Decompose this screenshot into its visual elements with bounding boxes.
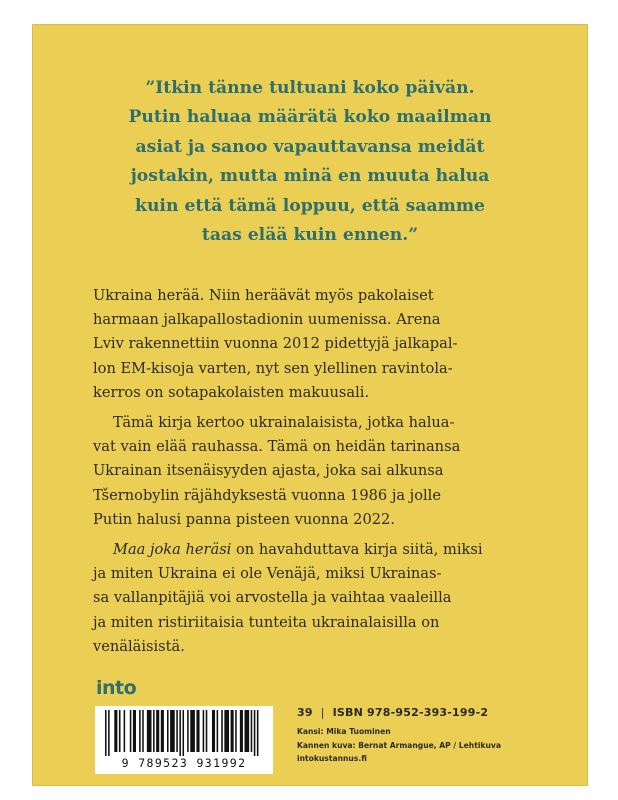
barcode-bar	[245, 710, 250, 752]
text-line: harmaan jalkapallostadionin uumenissa. Arena	[93, 311, 441, 329]
text-line: vat vain elää rauhassa. Tämä on heidän tarinansa	[93, 438, 461, 456]
barcode-bar	[133, 710, 136, 752]
text-line: sa vallanpitäjiä voi arvostella ja vaihtaa vaaleilla	[93, 589, 452, 607]
barcode-bar	[221, 710, 223, 752]
text-line: Putin halusi panna pisteen vuonna 2022.	[93, 510, 395, 528]
paragraph-2	[93, 411, 531, 532]
barcode-bar	[257, 710, 259, 756]
barcode-bar	[190, 710, 195, 752]
barcode-bar	[114, 710, 117, 752]
paragraph-1	[93, 284, 531, 405]
text-line: ja miten ristiriitaisia tunteita ukrainalaisilla on	[93, 613, 440, 631]
barcode-bar	[108, 710, 110, 756]
quote-line: Putin haluaa määrätä koko maailman	[128, 107, 492, 128]
text-line: Lviv rakennettiin vuonna 2012 pidettyjä jalkapal-	[93, 335, 458, 353]
barcode-bar	[217, 710, 219, 752]
barcode-number: 9 789523 931992	[121, 756, 247, 770]
barcode-bar	[235, 710, 237, 752]
cover-credit: Kansi: Mika Tuominen	[297, 727, 391, 736]
text-line	[93, 538, 531, 562]
barcode-bar	[212, 710, 215, 752]
barcode-bar	[170, 710, 175, 752]
separator: |	[320, 706, 325, 719]
barcode-bar	[196, 710, 199, 752]
publication-info	[297, 706, 501, 766]
publisher-logo: into	[96, 677, 137, 699]
barcode-bar	[147, 710, 152, 752]
isbn-line	[297, 706, 501, 719]
text-line: kerros on sotapakolaisten makuusali.	[93, 383, 370, 401]
barcode-bar	[105, 710, 107, 756]
barcode-bar	[206, 710, 208, 752]
isbn: ISBN 978-952-393-199-2	[332, 706, 489, 719]
pull-quote	[95, 74, 525, 250]
quote-line: asiat ja sanoo vapauttavansa meidät	[135, 136, 485, 157]
paragraph-3	[93, 538, 531, 659]
barcode-bar	[167, 710, 169, 752]
text-line: venäläisistä.	[93, 637, 185, 655]
barcode	[95, 706, 273, 774]
barcode-bar	[240, 710, 243, 752]
barcode-bars	[99, 710, 269, 756]
text-line: Tšernobylin räjähdyksestä vuonna 1986 ja jolle	[93, 486, 441, 504]
quote-line: taas elää kuin ennen.”	[201, 225, 419, 246]
quote-line: ”Itkin tänne tultuani koko päivän.	[145, 78, 475, 98]
barcode-bar	[139, 710, 141, 752]
barcode-bar	[254, 710, 256, 756]
product-code: 39	[297, 706, 313, 719]
barcode-bar	[203, 710, 205, 752]
barcode-bar	[130, 710, 132, 752]
barcode-bar	[176, 710, 178, 752]
text-fragment: on havahduttava kirja siitä, miksi	[231, 541, 483, 559]
barcode-bar	[142, 710, 144, 752]
barcode-bar	[124, 710, 126, 752]
barcode-bar	[161, 710, 164, 752]
quote-line: kuin että tämä loppuu, että saamme	[135, 195, 485, 216]
text-line: Ukrainan itsenäisyyden ajasta, joka sai alkunsa	[93, 462, 444, 480]
barcode-bar	[156, 710, 159, 752]
barcode-bar	[183, 710, 185, 756]
barcode-bar	[119, 710, 121, 752]
photo-credit: Kannen kuva: Bernat Armangue, AP / Lehtikuva	[297, 740, 501, 750]
text-line: Tämä kirja kertoo ukrainalaisista, jotka halua-	[113, 414, 455, 432]
barcode-bar	[187, 710, 189, 752]
website: intokustannus.fi	[297, 754, 367, 763]
book-title: Maa joka heräsi	[113, 541, 232, 559]
text-line: lon EM-kisoja varten, nyt sen ylellinen ravintola-	[93, 359, 453, 377]
barcode-bar	[179, 710, 181, 756]
blurb	[93, 284, 531, 659]
text-line: ja miten Ukraina ei ole Venäjä, miksi Ukrainas-	[93, 565, 442, 583]
barcode-bar	[224, 710, 229, 752]
text-line: Ukraina herää. Niin heräävät myös pakolaiset	[93, 287, 434, 304]
quote-line: jostakin, mutta minä en muuta halua	[130, 166, 490, 187]
barcode-bar	[153, 710, 155, 752]
barcode-bar	[231, 710, 234, 752]
barcode-bar	[251, 710, 253, 752]
